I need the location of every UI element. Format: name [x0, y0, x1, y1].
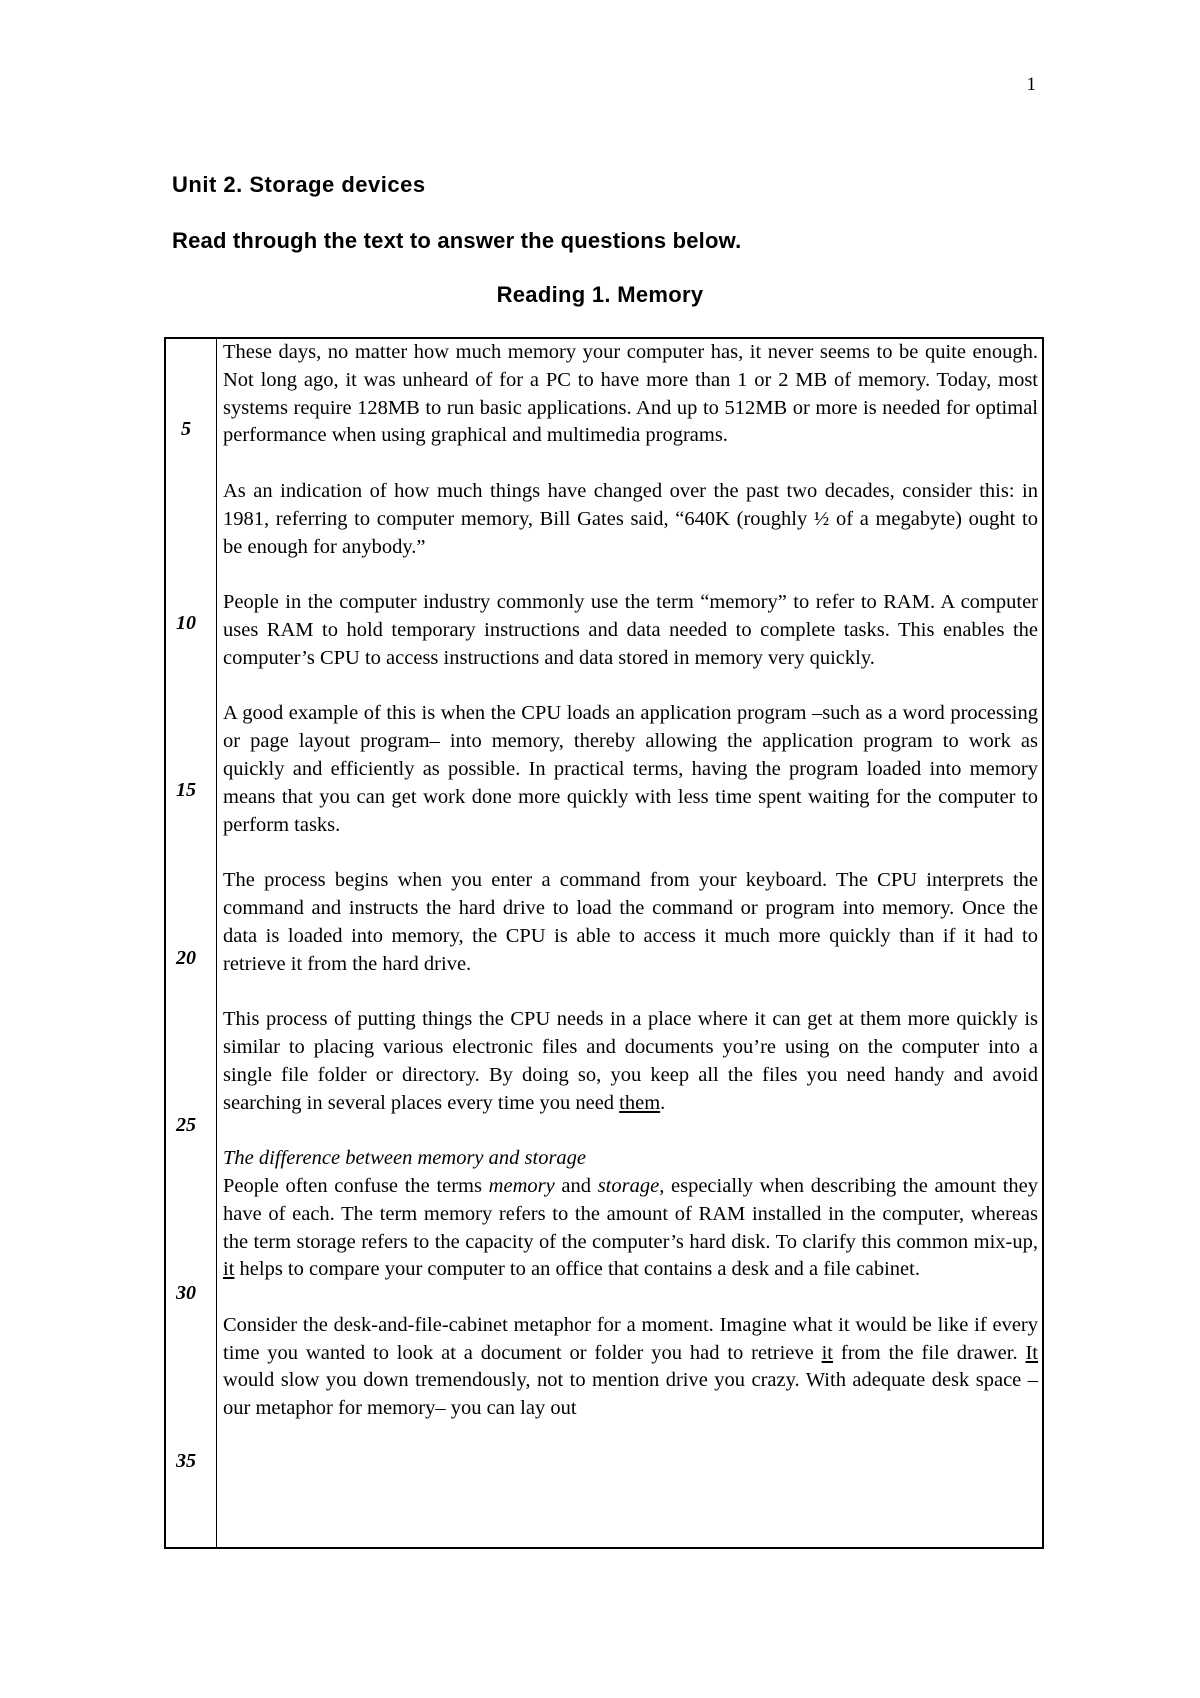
paragraph-7-text: helps to compare your computer to an office that contains a desk and a file cabinet.: [234, 1258, 920, 1281]
underlined-word: them: [619, 1091, 661, 1114]
paragraph-8-text: Consider the desk-and-file-cabinet metaphor for a moment. Imagine what it would be like if every time you wanted to look at a document or folder you had to retrieve: [223, 1313, 1038, 1364]
paragraph-5: The process begins when you enter a command from your keyboard. The CPU interprets the command and instructs the hard drive to load the command or program into memory. Once the data is loaded into memory, the CPU is able to access it much more quickly than if it had to retrieve it from the hard drive.: [223, 869, 1038, 975]
line-number: 20: [176, 947, 196, 969]
italic-term-storage: storage: [597, 1174, 660, 1197]
paragraph-2: As an indication of how much things have changed over the past two decades, consider this: in 1981, referring to computer memory, Bill Gates said, “640K (roughly ½ of a megabyte) ought to be enough for anybody.”: [223, 479, 1038, 558]
paragraph-6-text: This process of putting things the CPU needs in a place where it can get at them more quickly is similar to placing various electronic files and documents you’re using on the computer into a single file folder or directory. By doing so, you keep all the files you need handy and avoid searching in several places every time you need: [223, 1008, 1038, 1114]
line-number: 35: [176, 1450, 196, 1472]
reading-title: Reading 1. Memory: [496, 282, 704, 307]
paragraph-3: People in the computer industry commonly use the term “memory” to refer to RAM. A computer uses RAM to hold temporary instructions and data needed to complete tasks. This enables the computer’s CPU to access instructions and data stored in memory very quickly.: [223, 591, 1038, 669]
paragraph-8-text: from the file drawer.: [833, 1341, 1026, 1364]
line-number-column: [166, 339, 217, 1547]
line-number: 30: [176, 1282, 196, 1304]
paragraph-1: These days, no matter how much memory your computer has, it never seems to be quite enough. Not long ago, it was unheard of for a PC to have more than 1 or 2 MB of memory. Today, most systems require 128MB to run basic applications. And up to 512MB or more is needed for optimal performance when using graphical and multimedia programs.: [223, 341, 1038, 447]
paragraph-8: [223, 1312, 1038, 1423]
line-number: 10: [176, 612, 196, 634]
paragraph-7-text: People often confuse the terms: [223, 1174, 489, 1197]
page-number: 1: [1026, 74, 1036, 95]
paragraph-6-end: .: [660, 1091, 666, 1114]
subheading-text: The difference between memory and storage: [223, 1147, 587, 1170]
instruction-text: Read through the text to answer the questions below.: [172, 228, 742, 253]
line-number: 25: [176, 1114, 196, 1136]
paragraph-7-text: and: [554, 1174, 598, 1197]
italic-term-memory: memory: [488, 1174, 555, 1197]
underlined-word: it: [223, 1258, 235, 1281]
section-subheading: [223, 1145, 1038, 1173]
underlined-word: It: [1025, 1341, 1039, 1364]
line-number: 5: [181, 418, 191, 440]
underlined-word: it: [821, 1341, 834, 1364]
unit-title: Unit 2. Storage devices: [172, 172, 426, 197]
line-number: 15: [176, 779, 196, 801]
paragraph-6: [223, 1006, 1038, 1117]
reading-text-table: [164, 337, 1044, 1549]
paragraph-4: A good example of this is when the CPU loads an application program –such as a word processing or page layout program– into memory, thereby allowing the application program to work as quickly and efficiently as possible. In practical terms, having the program loaded into memory means that you can get work done more quickly with less time spent waiting for the computer to perform tasks.: [223, 702, 1038, 836]
paragraph-7-text: , especially when describing the amount they have of each. The term memory refers to the amount of RAM installed in the computer, whereas the term storage refers to the capacity of the computer’s hard disk. To clarify this common mix-up,: [223, 1174, 1038, 1253]
reading-body: [223, 339, 1038, 1423]
paragraph-8-text: would slow you down tremendously, not to mention drive you crazy. With adequate desk space –our metaphor for memory– you can lay out: [223, 1369, 1038, 1420]
paragraph-7: [223, 1173, 1038, 1284]
